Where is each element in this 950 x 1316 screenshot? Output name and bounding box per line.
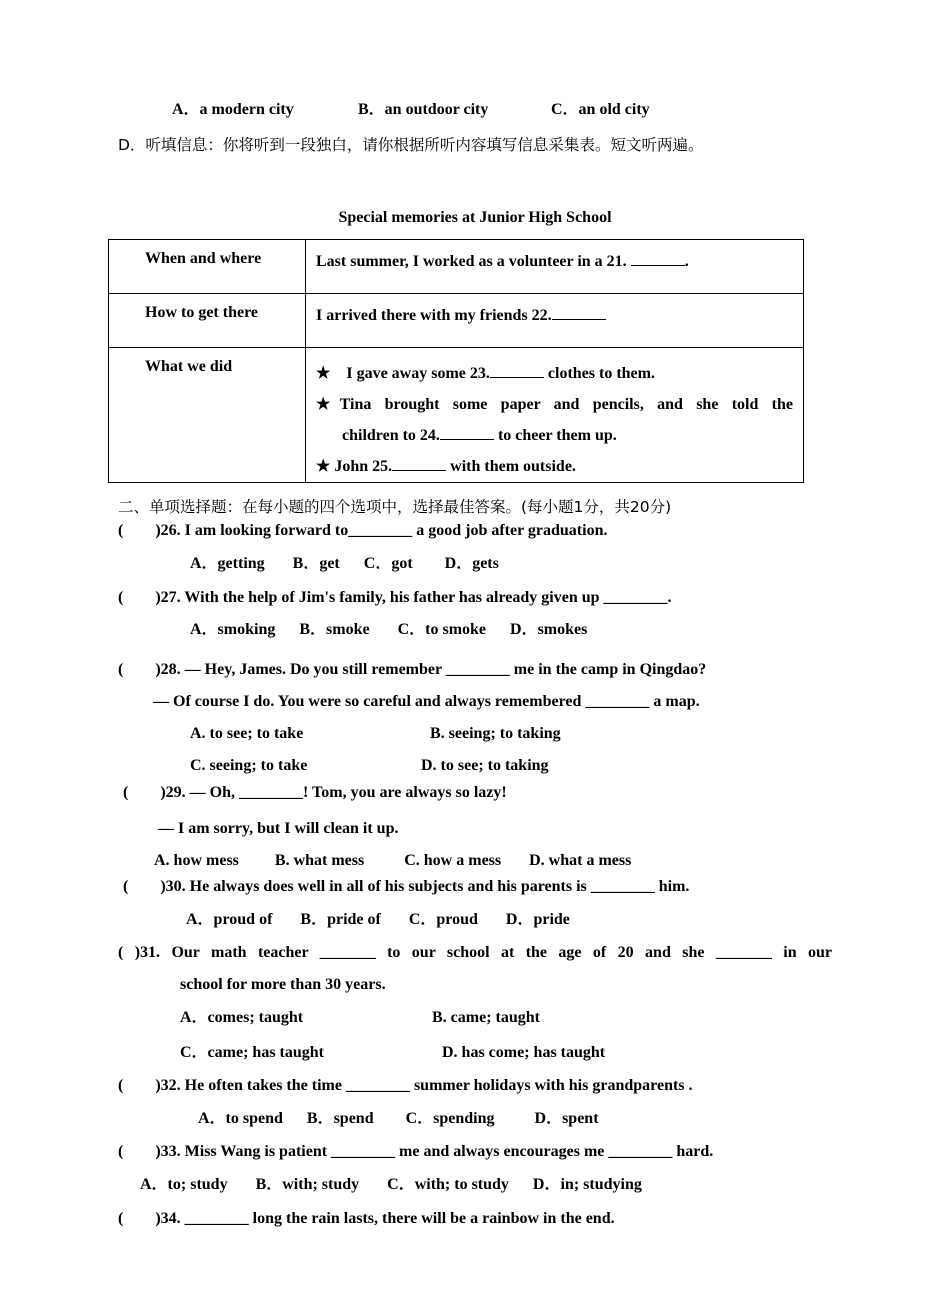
q28-option-c: C. seeing; to take	[190, 757, 308, 774]
row-label: What we did	[109, 348, 306, 483]
bullet-line: ★Tina brought some paper and pencils, and she told the	[316, 396, 793, 413]
row-value: Last summer, I worked as a volunteer in a 21. .	[306, 240, 804, 294]
table-title: Special memories at Junior High School	[338, 209, 612, 226]
section-d-instruction: D．听填信息：你将听到一段独白，请你根据所听内容填写信息采集表。短文听两遍。	[118, 136, 704, 154]
q29-options: A. how mess B. what mess C. how a mess D. what a mess	[154, 852, 632, 869]
q27-options: A．smoking B．smoke C．to smoke D．smokes	[190, 621, 588, 638]
q28-option-a: A. to see; to take	[190, 725, 304, 742]
q31-line2: school for more than 30 years.	[180, 976, 386, 993]
q31-stem: ( )31. Our math teacher _______ to our school at the age of 20 and she _______ in our	[118, 944, 832, 961]
q31-option-c: C．came; has taught	[180, 1044, 324, 1061]
option-b-outdoor-city: B．an outdoor city	[358, 101, 489, 118]
q31-option-d: D. has come; has taught	[442, 1044, 606, 1061]
q26-stem: ( )26. I am looking forward to________ a good job after graduation.	[118, 522, 608, 539]
blank-22[interactable]	[552, 304, 606, 320]
bullet-line: ★ I gave away some 23. clothes to them.	[316, 358, 793, 389]
row-value	[306, 348, 804, 483]
info-table	[108, 239, 804, 483]
option-c-old-city: C．an old city	[551, 101, 650, 118]
blank-21[interactable]	[631, 250, 685, 266]
q32-stem: ( )32. He often takes the time ________ summer holidays with his grandparents .	[118, 1077, 693, 1094]
blank-23[interactable]	[490, 362, 544, 378]
q30-stem: ( )30. He always does well in all of his subjects and his parents is ________ him.	[123, 878, 690, 895]
row-label: How to get there	[109, 294, 306, 348]
q29-line2: — I am sorry, but I will clean it up.	[158, 820, 399, 837]
q34-stem: ( )34. ________ long the rain lasts, there will be a rainbow in the end.	[118, 1210, 615, 1227]
q28-stem: ( )28. — Hey, James. Do you still remember ________ me in the camp in Qingdao?	[118, 661, 707, 678]
q33-options: A．to; study B．with; study C．with; to study D．in; studying	[140, 1176, 642, 1193]
table-row	[109, 294, 804, 348]
q27-stem: ( )27. With the help of Jim's family, his father has already given up ________.	[118, 589, 672, 606]
table-row	[109, 348, 804, 483]
bullet-line: ★ John 25. with them outside.	[316, 451, 793, 482]
q28-option-d: D. to see; to taking	[421, 757, 549, 774]
q31-option-b: B. came; taught	[432, 1009, 540, 1026]
section-2-heading: 二、单项选择题：在每小题的四个选项中，选择最佳答案。(每小题1分，共20分)	[118, 498, 672, 516]
q28-line2: — Of course I do. You were so careful and always remembered ________ a map.	[153, 693, 700, 710]
q26-options: A．getting B．get C．got D．gets	[190, 555, 499, 572]
blank-24[interactable]	[440, 424, 494, 440]
q30-options: A．proud of B．pride of C．proud D．pride	[186, 911, 570, 928]
row-label: When and where	[109, 240, 306, 294]
q29-stem: ( )29. — Oh, ________! Tom, you are always so lazy!	[123, 784, 507, 801]
bullet-line: children to 24. to cheer them up.	[316, 420, 793, 451]
q28-option-b: B. seeing; to taking	[430, 725, 561, 742]
option-a-modern-city: A．a modern city	[172, 101, 294, 118]
blank-25[interactable]	[392, 455, 446, 471]
q31-option-a: A．comes; taught	[180, 1009, 304, 1026]
row-value: I arrived there with my friends 22.	[306, 294, 804, 348]
q32-options: A．to spend B．spend C．spending D．spent	[198, 1110, 599, 1127]
table-row	[109, 240, 804, 294]
q33-stem: ( )33. Miss Wang is patient ________ me and always encourages me ________ hard.	[118, 1143, 714, 1160]
